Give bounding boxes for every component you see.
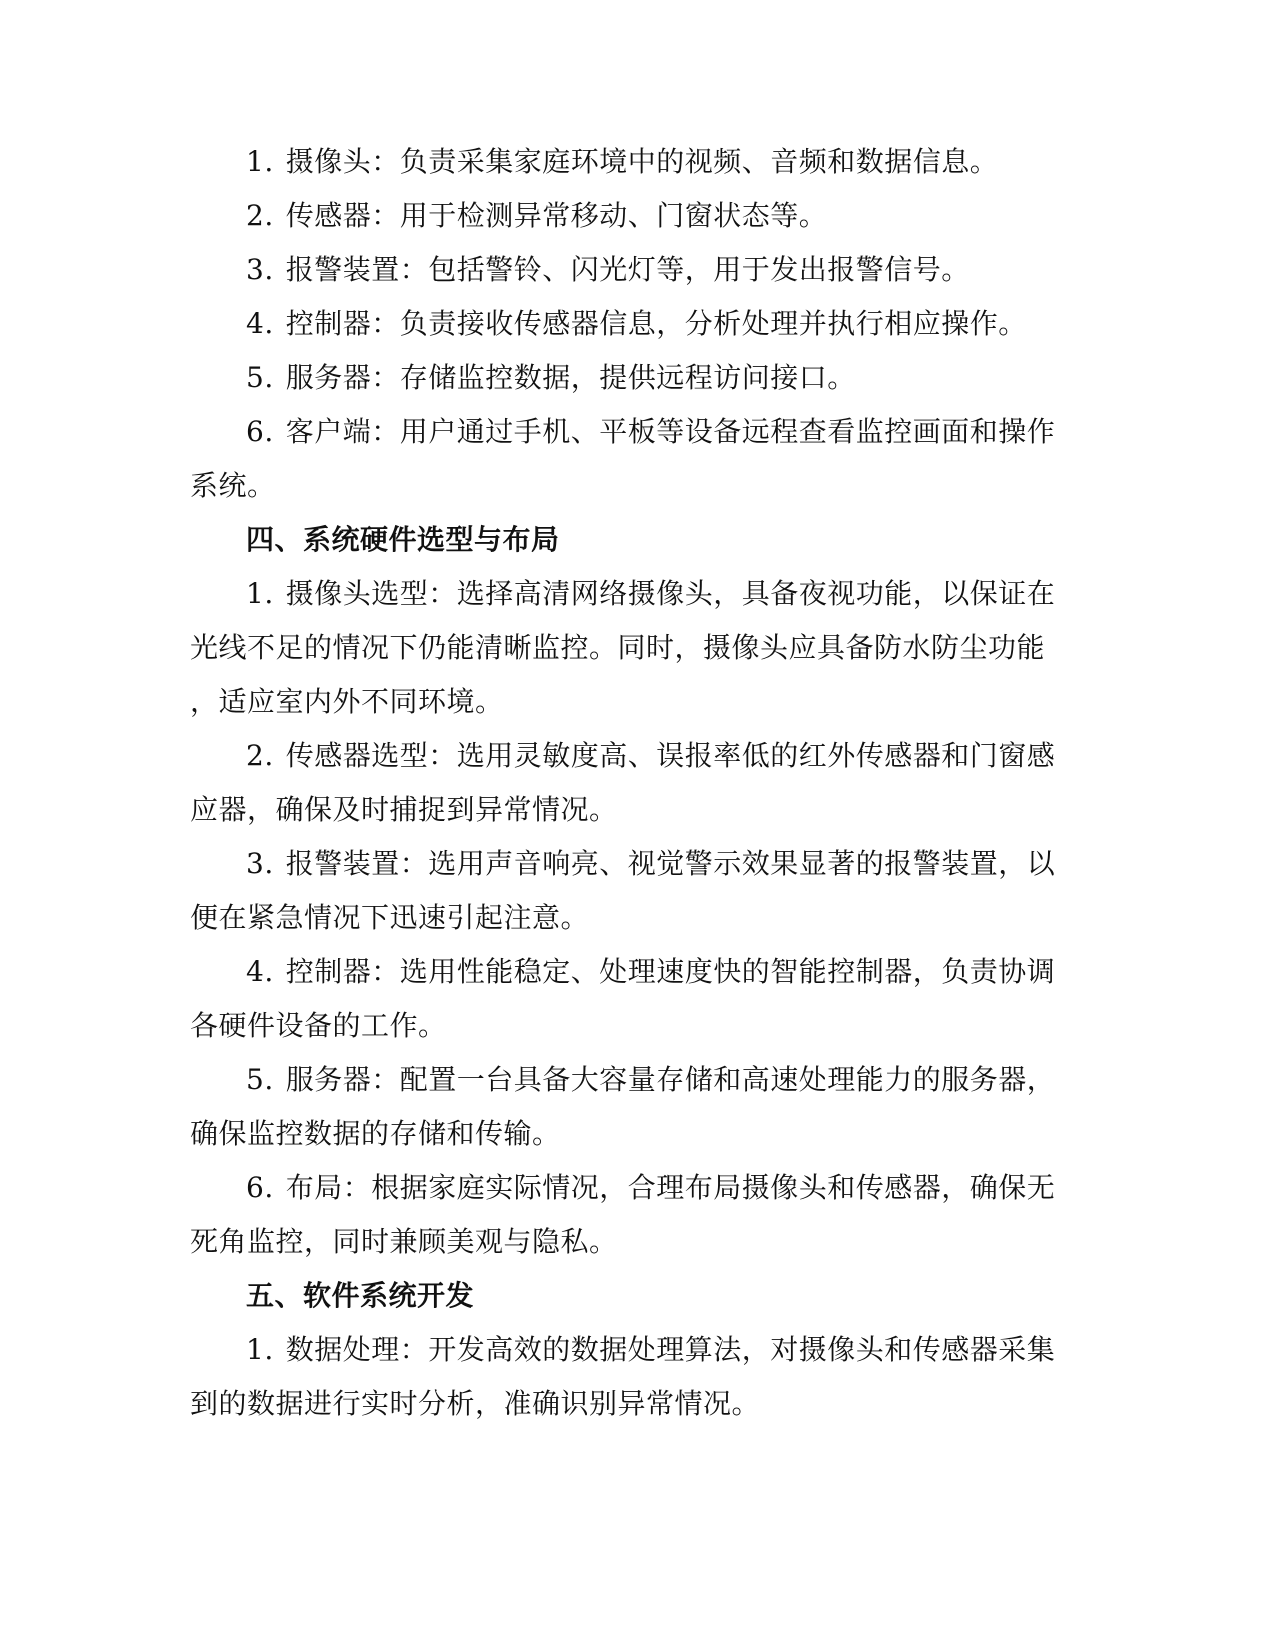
list-item [246, 198, 1146, 234]
item-text: 控制器：负责接收传感器信息，分析处理并执行相应操作。 [285, 307, 1027, 340]
item-text: 报警装置：包括警铃、闪光灯等，用于发出报警信号。 [285, 253, 970, 286]
list-item [246, 576, 1146, 612]
item-number: 1. [246, 145, 274, 178]
list-item [246, 414, 1146, 450]
item-text: 客户端：用户通过手机、平板等设备远程查看监控画面和操作 [285, 415, 1056, 448]
item-text: 传感器选型：选用灵敏度高、误报率低的红外传感器和门窗感 [285, 739, 1056, 772]
item-continuation: 到的数据进行实时分析，准确识别异常情况。 [190, 1387, 761, 1420]
item-text: 控制器：选用性能稳定、处理速度快的智能控制器，负责协调 [285, 955, 1056, 988]
list-item [246, 1332, 1146, 1368]
list-item [246, 306, 1146, 342]
list-item [246, 1062, 1146, 1098]
item-text: 布局：根据家庭实际情况，合理布局摄像头和传感器，确保无 [285, 1171, 1056, 1204]
item-text: 服务器：存储监控数据，提供远程访问接口。 [285, 361, 856, 394]
list-item [246, 144, 1146, 180]
section-heading: 四、系统硬件选型与布局 [246, 523, 560, 556]
item-number: 3. [246, 253, 274, 286]
item-number: 5. [246, 1063, 274, 1096]
item-number: 1. [246, 577, 274, 610]
item-number: 2. [246, 739, 274, 772]
item-number: 1. [246, 1333, 274, 1366]
item-number: 3. [246, 847, 274, 880]
list-item [246, 360, 1146, 396]
list-item [246, 1170, 1146, 1206]
list-item [246, 738, 1146, 774]
item-text: 报警装置：选用声音响亮、视觉警示效果显著的报警装置，以 [285, 847, 1056, 880]
item-number: 4. [246, 307, 274, 340]
item-text: 数据处理：开发高效的数据处理算法，对摄像头和传感器采集 [285, 1333, 1056, 1366]
item-continuation: 应器，确保及时捕捉到异常情况。 [190, 793, 618, 826]
item-number: 5. [246, 361, 274, 394]
item-text: 摄像头选型：选择高清网络摄像头，具备夜视功能，以保证在 [285, 577, 1056, 610]
item-continuation: 死角监控，同时兼顾美观与隐私。 [190, 1225, 618, 1258]
item-number: 6. [246, 1171, 274, 1204]
list-item [246, 252, 1146, 288]
item-continuation: 便在紧急情况下迅速引起注意。 [190, 901, 590, 934]
item-continuation: 光线不足的情况下仍能清晰监控。同时，摄像头应具备防水防尘功能 [190, 631, 1046, 664]
list-item [246, 846, 1146, 882]
item-text: 摄像头：负责采集家庭环境中的视频、音频和数据信息。 [285, 145, 999, 178]
item-text: 服务器：配置一台具备大容量存储和高速处理能力的服务器， [285, 1063, 1056, 1096]
item-continuation: 确保监控数据的存储和传输。 [190, 1117, 561, 1150]
item-continuation: 各硬件设备的工作。 [190, 1009, 447, 1042]
item-number: 4. [246, 955, 274, 988]
item-text: 传感器：用于检测异常移动、门窗状态等。 [285, 199, 828, 232]
item-number: 2. [246, 199, 274, 232]
list-item [246, 954, 1146, 990]
section-heading: 五、软件系统开发 [246, 1279, 475, 1312]
item-number: 6. [246, 415, 274, 448]
item-continuation: ，适应室内外不同环境。 [190, 685, 504, 718]
item-continuation: 系统。 [190, 469, 276, 502]
